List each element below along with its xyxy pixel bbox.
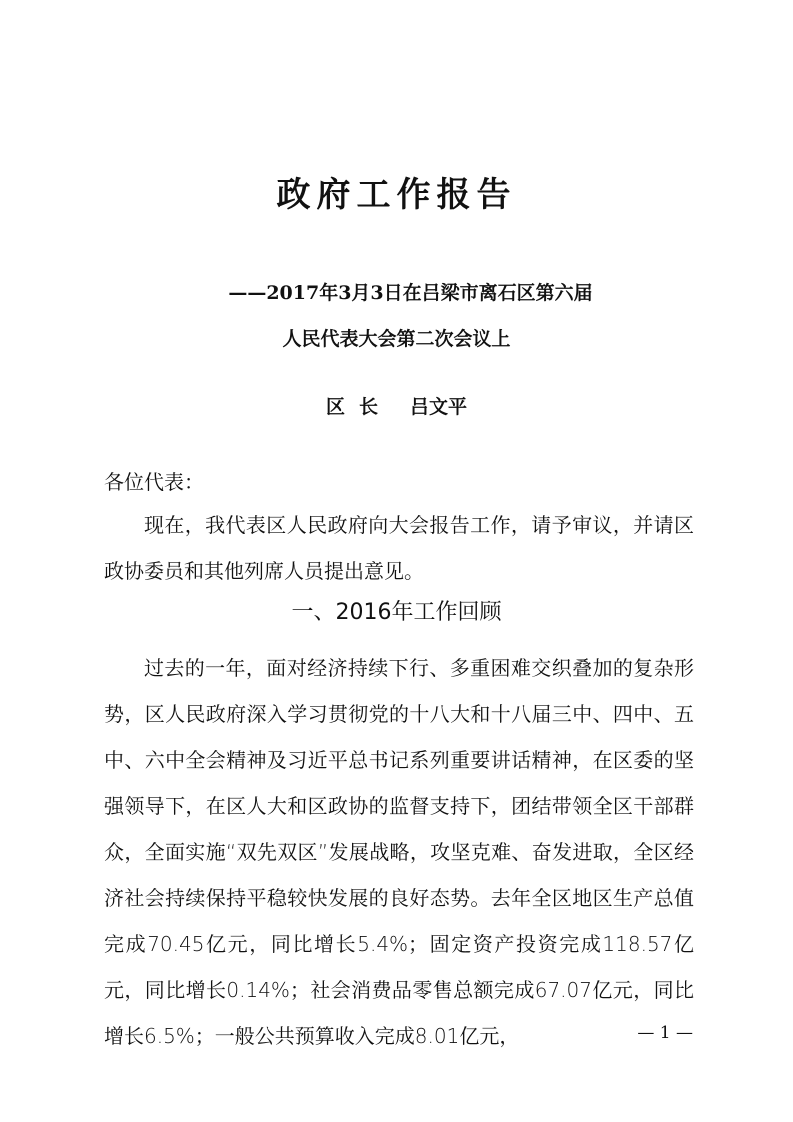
- author-name: 吕文平: [410, 396, 468, 418]
- salutation: 各位代表：: [104, 470, 204, 494]
- page-number: — 1 —: [637, 1023, 693, 1043]
- section-heading: 一、2016年工作回顾: [291, 600, 502, 625]
- subtitle-line-2: 人民代表大会第二次会议上: [282, 328, 511, 350]
- review-paragraph: 过去的一年，面对经济持续下行、多重困难交织叠加的复杂形势，区人民政府深入学习贯彻党的十八大和十八届三中、四中、五中、六中全会精神及习近平总书记系列重要讲话精神，在区委的坚强领导下，在区人大和区政协的监督支持下，团结带领全区干部群众，全面实施“双先双区”发展战略，攻坚克难、奋发进取，全区经济社会持续保持平稳较快发展的良好态势。去年全区地区生产总值完成70.45亿元，同比增长5.4%；固定资产投资完成118.57亿元，同比增长0.14%；社会消费品零售总额完成67.07亿元，同比增长6.5%；一般公共预算收入完成8.01亿元，: [104, 656, 694, 1048]
- opening-paragraph: 现在，我代表区人民政府向大会报告工作，请予审议，并请区政协委员和其他列席人员提出意见。: [104, 513, 694, 583]
- subtitle-line-1: ——2017年3月3日在吕梁市离石区第六届: [228, 282, 593, 304]
- author-line: [0, 392, 793, 422]
- author-role: 区长: [325, 396, 392, 418]
- document-title: 政府工作报告: [276, 175, 517, 215]
